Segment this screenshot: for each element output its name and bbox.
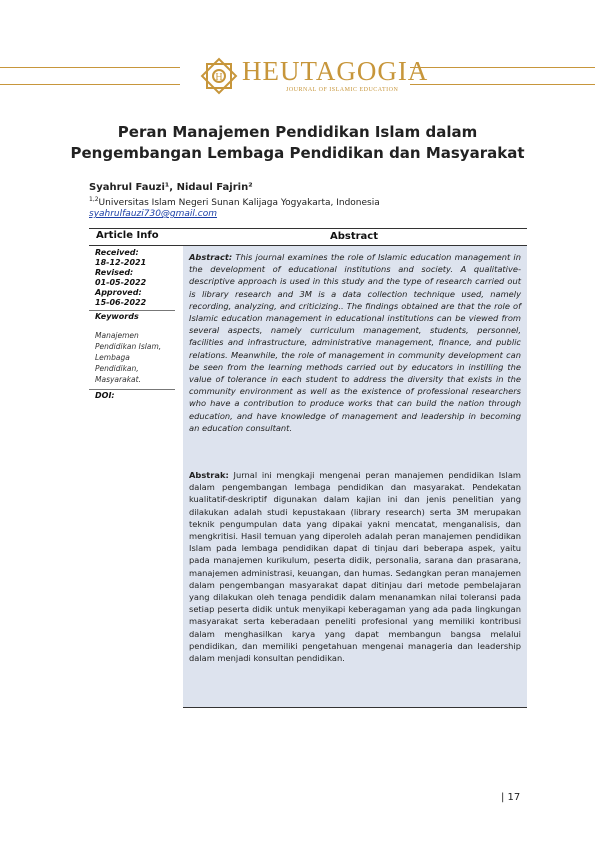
abstract-id-label: Abstrak: xyxy=(189,470,229,480)
keywords-list: Manajemen Pendidikan Islam, Lembaga Pendidikan, Masyarakat. xyxy=(95,331,162,384)
page-number: | 17 xyxy=(501,792,521,803)
svg-text:H: H xyxy=(215,72,223,83)
table-top-rule xyxy=(89,228,527,229)
article-info-column xyxy=(89,248,175,401)
author-email-link[interactable]: syahrulfauzi730@gmail.com xyxy=(89,209,218,219)
header-rule-right-bottom xyxy=(410,84,595,85)
doi-label: DOI: xyxy=(95,391,115,400)
abstract-id-text: Jurnal ini mengkaji mengenai peran manajemen pendidikan Islam dalam pengembangan lembaga pendidikan dan masyarakat. Pendekatan kualitatif-deskriptif digunakan dalam kajian ini dan jenis penelitian yang dilakukan adalah studi kepustakaan (library research) serta 3M merupakan teknik pengumpulan data yang dipakai yakni mencatat, menganalisis, dan mengkritisi. Hasil temuan yang diperoleh adalah peran manajemen pendidikan Islam pada lembaga pendidikan dapat di tinjau dari beberapa aspek, yaitu pada manajemen kurikulum, peserta didik, personalia, sarana dan prasarana, manajemen administrasi, keuangan, dan humas. Sedangkan peran manajemen dalam pengembangan masyarakat dapat ditinjau dari metode pembelajaran yang dilakukan oleh tenaga pendidik dalam menanamkan nilai toleransi pada setiap peserta didik untuk menyikapi keberagaman yang ada pada lingkungan masyarakat serta keberadaan peneliti profesional yang memiliki kontribusi dalam menghasilkan karya yang dapat membangun bangsa melalui pendidikan, dan memiliki pengetahuan mengenai manageria dan leadership dalam menjadi konsultan pendidikan. xyxy=(189,470,522,664)
approved-label: Approved: xyxy=(95,288,142,297)
abstract-english xyxy=(189,251,521,434)
article-info-header: Article Info xyxy=(96,230,159,241)
journal-name: HEUTAGOGIA xyxy=(242,56,429,86)
abstract-header: Abstract xyxy=(330,231,379,242)
ornament-star-icon xyxy=(198,54,240,98)
header-rule-right-top xyxy=(410,67,595,68)
info-divider xyxy=(89,389,175,390)
author-affiliation xyxy=(89,196,380,208)
approved-date: 15-06-2022 xyxy=(95,298,147,307)
abstract-indonesian xyxy=(189,469,521,664)
header-rule-left-top xyxy=(0,67,180,68)
affiliation-text: Universitas Islam Negeri Sunan Kalijaga Yogyakarta, Indonesia xyxy=(98,198,380,208)
journal-logo xyxy=(180,50,430,102)
paper-title: Peran Manajemen Pendidikan Islam dalam Pengembangan Lembaga Pendidikan dan Masyarakat xyxy=(70,123,525,162)
author-names: Syahrul Fauzi¹, Nidaul Fajrin² xyxy=(89,182,253,193)
keywords-label: Keywords xyxy=(95,312,139,321)
revised-date: 01-05-2022 xyxy=(95,278,147,287)
affiliation-superscript: 1,2 xyxy=(89,196,99,203)
info-divider xyxy=(89,310,175,311)
revised-label: Revised: xyxy=(95,268,134,277)
table-bottom-rule xyxy=(183,707,527,708)
received-date: 18-12-2021 xyxy=(95,258,147,267)
journal-subtitle: JOURNAL OF ISLAMIC EDUCATION xyxy=(286,87,399,93)
received-label: Received: xyxy=(95,248,139,257)
header-rule-left-bottom xyxy=(0,84,180,85)
abstract-en-label: Abstract: xyxy=(189,252,233,262)
abstract-en-text: This journal examines the role of Islamic education management in the development of educational institutions and society. A qualitative-descriptive approach is used in this study and the type of research carried out is library research and 3M is a data collection technique used, namely recording, analyzing, and criticizing.. The findings obtained are that the role of Islamic education management in educational institutions can be viewed from several aspects, namely curriculum management, students, personnel, facilities and infrastructure, administrative management, finance, and public relations. Meanwhile, the role of management in community development can be seen from the learning methods carried out by educators in instilling the value of tolerance in each student to address the diversity that exists in the community environment as well as the existence of professional researchers who have a contribution to produce works that can build the nation through education, and have knowledge of management and leadership in becoming an education consultant. xyxy=(189,252,521,433)
